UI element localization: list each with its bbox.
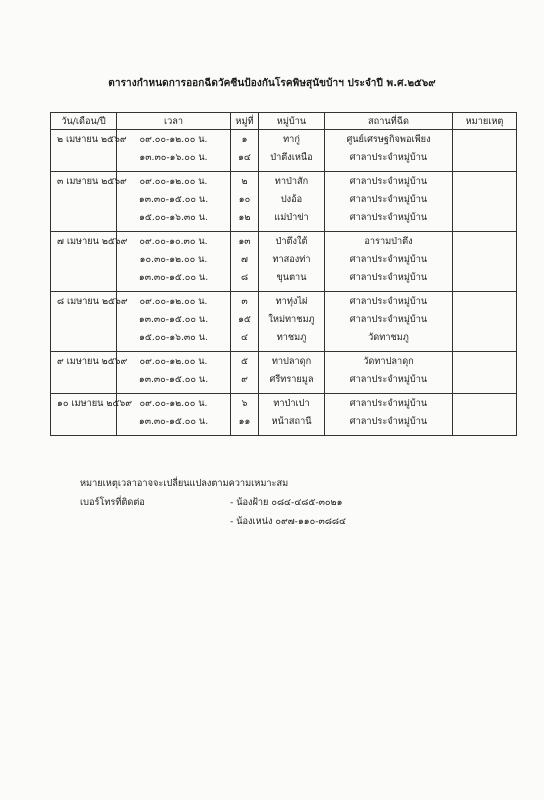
place-cell [325, 172, 453, 232]
remark-cell [453, 352, 517, 394]
time-text: ๑๕.๐๐-๑๖.๓๐ น. [139, 332, 208, 343]
village-name: ทาป่าเปา [273, 398, 310, 409]
date-text: ๑๐ เมษายน ๒๕๖๙ [57, 398, 132, 409]
remark-cell [453, 292, 517, 352]
place-name: ศาลาประจำหมู่บ้าน [349, 416, 428, 427]
moo-cell [231, 292, 259, 352]
village-name: ป่าตึงใต้ [275, 236, 308, 247]
village-name: ปงอ้อ [280, 194, 303, 205]
moo-cell [231, 232, 259, 292]
village-name: ใหม่ทาชมภู [268, 314, 315, 325]
place-cell [325, 352, 453, 394]
moo-number: ๓ [241, 296, 248, 307]
moo-number: ๖ [241, 398, 248, 409]
date-cell [51, 292, 128, 352]
moo-number: ๑ [241, 134, 248, 145]
moo-number: ๙ [241, 374, 248, 385]
time-text: ๑๓.๓๐-๑๕.๐๐ น. [138, 272, 209, 283]
time-text: ๑๓.๓๐-๑๕.๐๐ น. [138, 416, 209, 427]
village-name: ทาชมภู [276, 332, 307, 343]
moo-number: ๕ [241, 356, 248, 367]
place-cell [325, 394, 453, 436]
village-cell [259, 232, 325, 292]
date-cell [51, 172, 127, 232]
time-cell [117, 292, 231, 352]
place-name: วัดทาชมภู [368, 332, 409, 343]
time-cell [117, 130, 231, 172]
time-text: ๐๙.๐๐-๑๒.๐๐ น. [139, 176, 208, 187]
moo-number: ๑๔ [238, 152, 251, 163]
village-name: ขุนตาน [276, 272, 307, 283]
table-row [51, 292, 517, 352]
place-name: ศาลาประจำหมู่บ้าน [349, 314, 428, 325]
village-cell [259, 292, 325, 352]
remark-cell [453, 232, 517, 292]
place-name: อารามป่าตึง [364, 236, 413, 247]
village-name: หน้าสถานี [271, 416, 312, 427]
date-text: ๘ เมษายน ๒๕๖๙ [57, 296, 128, 307]
moo-number: ๑๑ [238, 416, 251, 427]
moo-number: ๔ [241, 332, 248, 343]
notes-section [80, 474, 346, 531]
remark-cell [453, 130, 517, 172]
moo-number: ๑๓ [238, 236, 251, 247]
moo-number: ๑๐ [238, 194, 251, 205]
time-text: ๑๕.๐๐-๑๖.๓๐ น. [139, 212, 208, 223]
remark-cell [453, 394, 517, 436]
time-cell [117, 394, 231, 436]
moo-cell [231, 352, 259, 394]
time-text: ๑๓.๓๐-๑๖.๐๐ น. [139, 152, 208, 163]
date-cell [51, 130, 127, 172]
time-text: ๐๙.๐๐-๑๒.๐๐ น. [139, 296, 208, 307]
place-name: ศาลาประจำหมู่บ้าน [349, 398, 428, 409]
place-name: ศาลาประจำหมู่บ้าน [349, 272, 428, 283]
time-text: ๑๓.๓๐-๑๕.๐๐ น. [138, 194, 209, 205]
village-name: ทาปลาดุก [271, 356, 312, 367]
contact-label: เบอร์โทรที่ติดต่อ [80, 497, 145, 508]
time-text: ๑๐.๓๐-๑๒.๐๐ น. [139, 254, 208, 265]
moo-cell [231, 172, 259, 232]
village-name: ทาทุ่งไผ่ [275, 296, 308, 307]
place-cell [325, 130, 453, 172]
moo-number: ๑๕ [238, 314, 251, 325]
schedule-table [50, 112, 517, 436]
time-cell [117, 172, 231, 232]
date-text: ๙ เมษายน ๒๕๖๙ [57, 356, 128, 367]
village-cell [259, 394, 325, 436]
header-moo: หมู่ที่ [231, 113, 259, 130]
place-name: ศูนย์เศรษฐกิจพอเพียง [346, 134, 431, 145]
header-time: เวลา [117, 113, 231, 130]
place-cell [325, 232, 453, 292]
time-cell [117, 232, 231, 292]
moo-number: ๑๒ [238, 212, 251, 223]
place-name: ศาลาประจำหมู่บ้าน [349, 194, 428, 205]
date-cell [51, 352, 128, 394]
contact-2: - น้องเหน่ง ๐๙๗-๑๑๐-๓๘๘๔ [230, 516, 346, 527]
remark-cell [453, 172, 517, 232]
village-cell [259, 130, 325, 172]
header-remark: หมายเหตุ [453, 113, 517, 130]
date-text: ๓ เมษายน ๒๕๖๙ [57, 176, 127, 187]
village-name: ป่าตึงเหนือ [270, 152, 313, 163]
moo-number: ๘ [240, 272, 249, 283]
date-cell [51, 232, 128, 292]
date-text: ๒ เมษายน ๒๕๖๙ [57, 134, 127, 145]
place-cell [325, 292, 453, 352]
table-row [51, 130, 517, 172]
contact-row-2 [80, 512, 346, 531]
village-name: ทาสองท่า [272, 254, 311, 265]
table-row [51, 394, 517, 436]
place-name: ศาลาประจำหมู่บ้าน [349, 212, 428, 223]
place-name: ศาลาประจำหมู่บ้าน [349, 152, 428, 163]
date-cell [51, 394, 132, 436]
time-cell [117, 352, 231, 394]
header-place: สถานที่ฉีด [325, 113, 453, 130]
time-text: ๐๙.๐๐-๑๐.๓๐ น. [139, 236, 208, 247]
table-header-row [51, 113, 517, 130]
time-text: ๑๓.๓๐-๑๕.๐๐ น. [138, 374, 209, 385]
table-row [51, 352, 517, 394]
place-name: ศาลาประจำหมู่บ้าน [349, 176, 428, 187]
village-name: ทาป่าสัก [274, 176, 309, 187]
village-name: ทากู่ [283, 134, 300, 145]
place-name: ศาลาประจำหมู่บ้าน [349, 374, 428, 385]
place-name: ศาลาประจำหมู่บ้าน [349, 296, 428, 307]
village-name: ศรีทรายมูล [269, 374, 314, 385]
remark-text: หมายเหตุเวลาอาจจะเปลี่ยนแปลงตามความเหมาะสม [80, 478, 289, 489]
date-text: ๗ เมษายน ๒๕๖๙ [57, 236, 128, 247]
table-row [51, 232, 517, 292]
moo-cell [231, 130, 259, 172]
contact-1: - น้องฝ้าย ๐๘๔-๔๘๕-๓๐๒๑ [230, 497, 343, 508]
table-row [51, 172, 517, 232]
place-name: วัดทาปลาดุก [363, 356, 414, 367]
moo-number: ๗ [241, 254, 248, 265]
time-text: ๐๙.๐๐-๑๒.๐๐ น. [139, 356, 208, 367]
time-text: ๐๙.๐๐-๑๒.๐๐ น. [139, 398, 208, 409]
village-cell [259, 352, 325, 394]
page-title: ตารางกำหนดการออกฉีดวัคซีนป้องกันโรคพิษสุนัขบ้าฯ ประจำปี พ.ศ.๒๕๖๙ [108, 78, 436, 89]
time-text: ๑๓.๓๐-๑๕.๐๐ น. [138, 314, 209, 325]
place-name: ศาลาประจำหมู่บ้าน [349, 254, 428, 265]
village-name: แม่ป่าข่า [274, 212, 309, 223]
header-village: หมู่บ้าน [259, 113, 325, 130]
village-cell [259, 172, 325, 232]
header-date: วัน/เดือน/ปี [51, 113, 117, 130]
contact-row [80, 493, 346, 512]
moo-number: ๒ [241, 176, 248, 187]
moo-cell [231, 394, 259, 436]
time-text: ๐๙.๐๐-๑๒.๐๐ น. [139, 134, 208, 145]
